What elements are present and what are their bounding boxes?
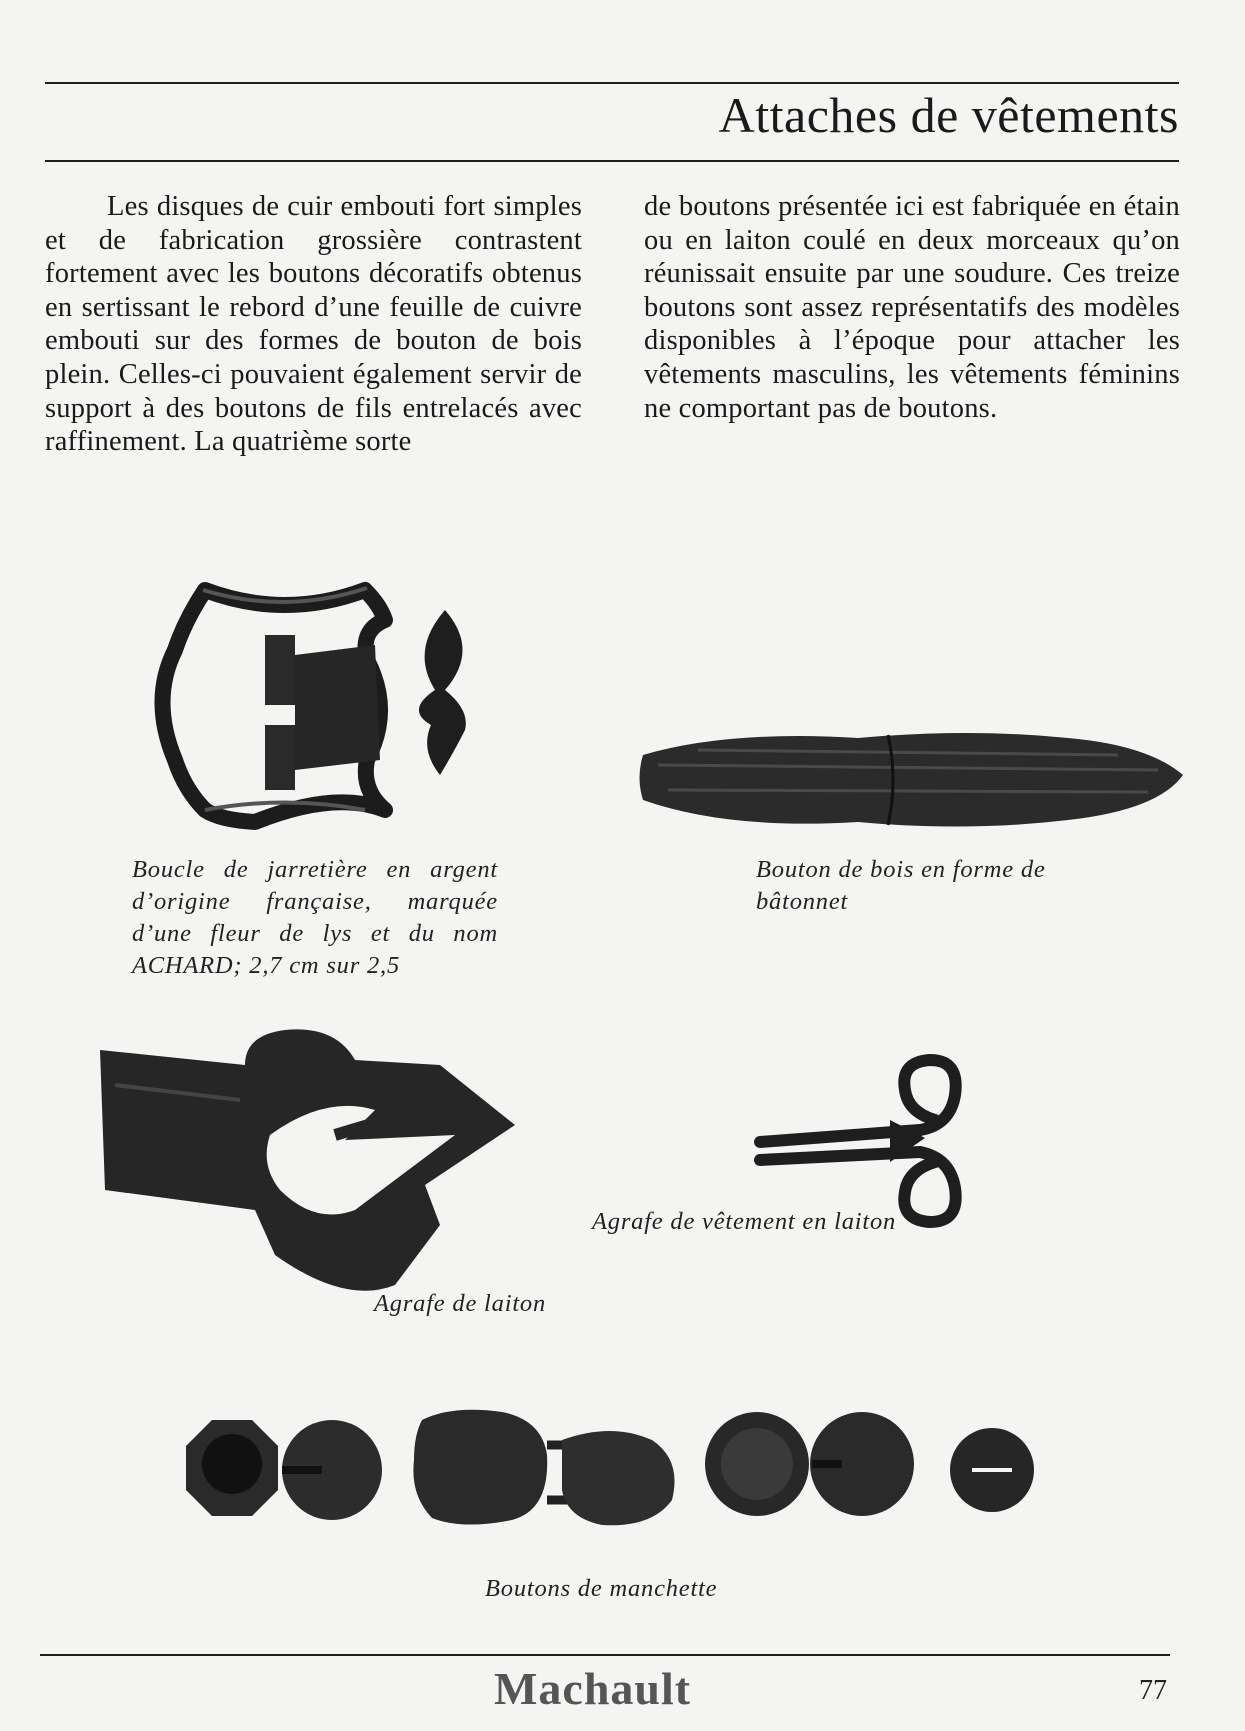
footer-rule xyxy=(40,1654,1170,1656)
page-title: Attaches de vêtements xyxy=(718,87,1179,143)
brass-clasp-caption: Agrafe de laiton xyxy=(374,1290,547,1317)
top-rule xyxy=(45,82,1179,84)
page-number: 77 xyxy=(1139,1675,1167,1706)
garter-buckle-image xyxy=(135,560,500,840)
wooden-toggle-caption: Bouton de bois en forme de bâtonnet xyxy=(756,856,1046,915)
footer-brand: Machault xyxy=(494,1663,692,1714)
body-text-left-column: Les disques de cuir embouti fort simples et de fabrication grossière contrastent fortement avec les boutons décoratifs obtenus en sertissant le rebord d’une feuille de cuivre embouti sur des formes de bouton de bois plein. Celles-ci pouvaient également servir de support à des boutons de fils entrelacés avec raffinement. La quatrième sorte xyxy=(45,191,582,458)
cufflinks-image xyxy=(182,1400,1037,1545)
title-underline-rule xyxy=(45,160,1179,162)
garment-hook-caption: Agrafe de vêtement en laiton xyxy=(592,1208,897,1235)
body-text-right-column: de boutons présentée ici est fabriquée en étain ou en laiton coulé en deux morceaux qu’on réunissait ensuite par une soudure. Ces treize boutons sont assez représentatifs des modèles disponibles à l’époque pour attacher les vêtements masculins, les vêtements féminins ne comportant pas de boutons. xyxy=(644,191,1180,424)
cufflinks-caption: Boutons de manchette xyxy=(485,1575,718,1602)
brass-clasp-image xyxy=(95,1025,520,1305)
garter-buckle-caption: Boucle de jarretière en argent d’origine française, marquée d’une fleur de lys et du nom ACHARD; 2,7 cm sur 2,5 xyxy=(132,856,498,979)
wooden-toggle-button-image xyxy=(638,720,1188,835)
